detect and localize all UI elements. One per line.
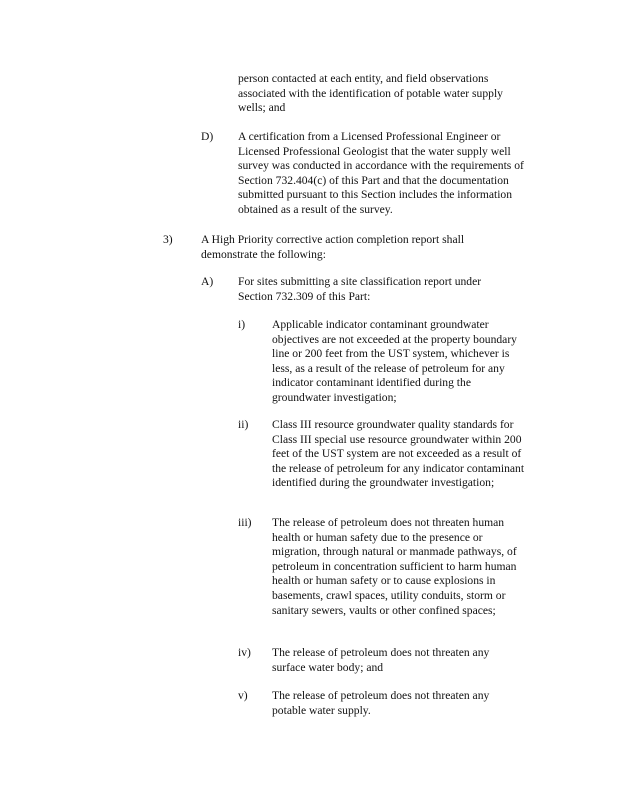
item-3-label: 3) xyxy=(163,233,173,246)
subitem-iii-label: iii) xyxy=(238,516,252,529)
subitem-ii-label: ii) xyxy=(238,418,249,431)
subitem-iv-label: iv) xyxy=(238,646,251,659)
continuation-paragraph xyxy=(238,72,528,116)
item-a-text: For sites submitting a site classification report under Section 732.309 of this Part: xyxy=(238,275,482,303)
item-3-text: A High Priority corrective action completion report shall demonstrate the following: xyxy=(201,233,465,261)
subitem-iv-text: The release of petroleum does not threaten any surface water body; and xyxy=(272,646,490,674)
subitem-iii-text: The release of petroleum does not threaten human health or human safety due to the presence or migration, through natural or manmade pathways, of petroleum in concentration sufficient to harm human health or human safety or to cause explosions in basements, crawl spaces, utility conduits, storm or sanitary sewers, vaults or other confined spaces; xyxy=(272,516,517,617)
subitem-i-label: i) xyxy=(238,318,246,331)
item-a-label: A) xyxy=(201,275,214,288)
continuation-text: person contacted at each entity, and field observations associated with the identification of potable water supply wells; and xyxy=(238,72,503,115)
subitem-v-label: v) xyxy=(238,689,248,702)
item-d-label: D) xyxy=(201,130,214,143)
subitem-v-text: The release of petroleum does not threaten any potable water supply. xyxy=(272,689,490,717)
item-d-text: A certification from a Licensed Professional Engineer or Licensed Professional Geologist that the water supply well survey was conducted in accordance with the requirements of Section 732.404(c) of this Part and that the documentation submitted pursuant to this Section includes the information obtained as a result of the survey. xyxy=(238,130,524,216)
subitem-ii-text: Class III resource groundwater quality standards for Class III special use resource groundwater within 200 feet of the UST system are not exceeded as a result of the release of petroleum for any indicator contaminant identified during the groundwater investigation; xyxy=(272,418,525,490)
subitem-i-text: Applicable indicator contaminant groundwater objectives are not exceeded at the property boundary line or 200 feet from the UST system, whichever is less, as a result of the release of petroleum for any indicator contaminant identified during the groundwater investigation; xyxy=(272,318,517,404)
